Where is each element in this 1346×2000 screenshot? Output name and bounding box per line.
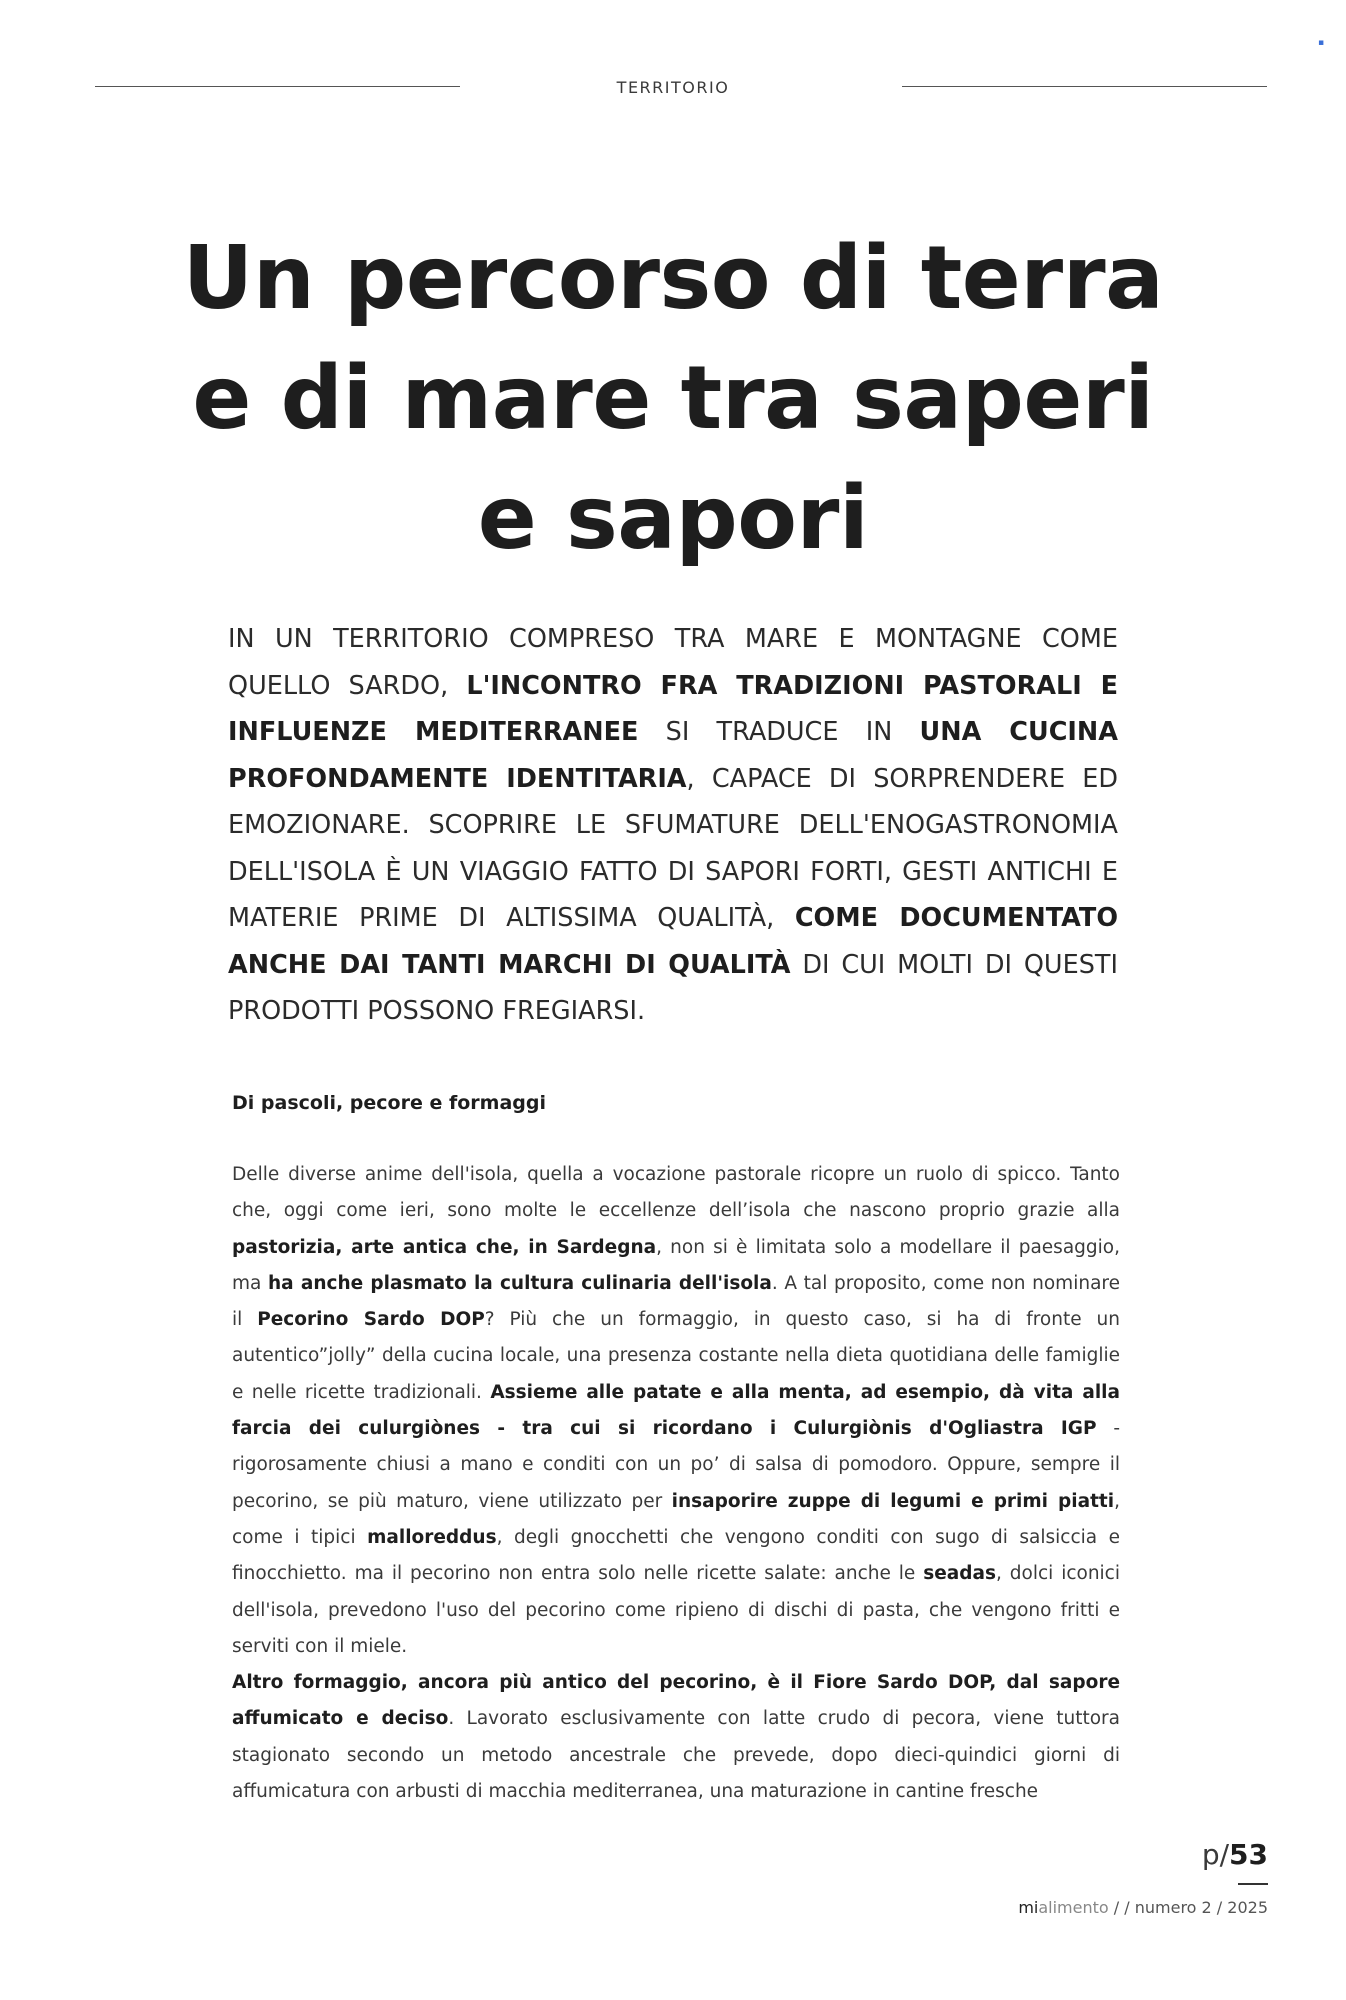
body-text: Delle diverse anime dell'isola, quella a vocazione pastorale ricopre un ruolo di spicco. Tanto che, oggi come ieri, sono molte le eccellenze dell’isola che nascono proprio grazie alla <box>232 1164 1120 1222</box>
header-rule-right <box>902 86 1267 87</box>
page-number-rule <box>1238 1883 1268 1885</box>
body-paragraph <box>232 1157 1120 1665</box>
body-text: , dolci iconici dell'isola, prevedono l'uso del pecorino come ripieno di dischi di pasta, che vengono fritti e serviti con il miele. <box>232 1563 1120 1657</box>
standfirst-text: DI CUI MOLTI DI QUESTI PRODOTTI POSSONO FREGIARSI. <box>228 949 1118 1026</box>
header-rule-left <box>95 86 460 87</box>
standfirst-emphasis: COME DOCUMENTATO ANCHE DAI TANTI MARCHI DI QUALITÀ <box>228 903 1118 980</box>
issue-info: / / numero 2 / 2025 <box>1108 1898 1268 1917</box>
body-emphasis: malloreddus <box>367 1526 497 1548</box>
title-line: e di mare tra saperi <box>192 347 1154 449</box>
body-text: , non si è limitata solo a modellare il paesaggio, ma <box>232 1236 1120 1294</box>
body-text: . Lavorato esclusivamente con latte crudo di pecora, viene tuttora stagionato secondo un metodo ancestrale che prevede, dopo dieci-quindici giorni di affumicatura con arbusti di macchia mediterranea, una maturazione in cantine fresche <box>232 1708 1120 1803</box>
corner-mark-icon: ▪ <box>1318 38 1325 48</box>
page-number-value: 53 <box>1229 1838 1268 1871</box>
footer-credit <box>900 1898 1268 1917</box>
section-heading: Di pascoli, pecore e formaggi <box>232 1092 547 1114</box>
standfirst-text: , CAPACE DI SORPRENDERE ED EMOZIONARE. SCOPRIRE LE SFUMATURE DELL'ENOGASTRONOMIA DELL'ISOLA È UN VIAGGIO FATTO DI SAPORI FORTI, GESTI ANTICHI E MATERIE PRIME DI ALTISSIMA QUALITÀ, <box>228 763 1118 933</box>
title-line: Un percorso di terra <box>182 227 1164 329</box>
article-body <box>232 1157 1120 1810</box>
brand-rest: alimento <box>1038 1898 1109 1917</box>
body-emphasis: Pecorino Sardo DOP <box>257 1309 485 1331</box>
standfirst-text: IN UN TERRITORIO COMPRESO TRA MARE E MONTAGNE COME QUELLO SARDO, <box>228 624 1118 701</box>
body-emphasis: pastorizia, arte antica che, in Sardegna <box>232 1236 657 1258</box>
section-label: TERRITORIO <box>616 78 730 97</box>
body-text: . A tal proposito, come non nominare il <box>232 1272 1120 1331</box>
body-text: ? Più che un formaggio, in questo caso, si ha di fronte un autentico”jolly” della cucina locale, una presenza costante nella dieta quotidiana delle famiglie e nelle ricette tradizionali. <box>232 1309 1120 1403</box>
article-title <box>150 218 1196 578</box>
body-text: - rigorosamente chiusi a mano e conditi con un po’ di salsa di pomodoro. Oppure, sempre il pecorino, se più maturo, viene utilizzato per <box>232 1418 1120 1512</box>
standfirst-emphasis: UNA CUCINA PROFONDAMENTE IDENTITARIA <box>228 717 1118 794</box>
standfirst-text: SI TRADUCE IN <box>638 717 920 747</box>
body-emphasis: Altro formaggio, ancora più antico del pecorino, è il Fiore Sardo DOP, dal sapore affumicato e deciso <box>232 1672 1120 1730</box>
body-emphasis: Assieme alle patate e alla menta, ad esempio, dà vita alla farcia dei culurgiònes - tra cui si ricordano i Culurgiònis d'Ogliastra IGP <box>232 1381 1120 1440</box>
standfirst-emphasis: L'INCONTRO FRA TRADIZIONI PASTORALI E INFLUENZE MEDITERRANEE <box>228 670 1118 747</box>
body-text: , degli gnocchetti che vengono conditi con sugo di salsiccia e finocchietto. ma il pecorino non entra solo nelle ricette salate: anche le <box>232 1526 1120 1585</box>
title-line: e sapori <box>477 467 869 569</box>
body-emphasis: seadas <box>923 1563 996 1585</box>
page-number <box>1160 1838 1268 1871</box>
body-emphasis: insaporire zuppe di legumi e primi piatti <box>671 1490 1115 1512</box>
page-prefix: p/ <box>1201 1838 1230 1871</box>
body-paragraph <box>232 1665 1120 1810</box>
body-emphasis: ha anche plasmato la cultura culinaria dell'isola <box>268 1272 772 1294</box>
brand-mi: mi <box>1018 1898 1039 1917</box>
standfirst <box>228 616 1118 1035</box>
body-text: , come i tipici <box>232 1490 1120 1548</box>
